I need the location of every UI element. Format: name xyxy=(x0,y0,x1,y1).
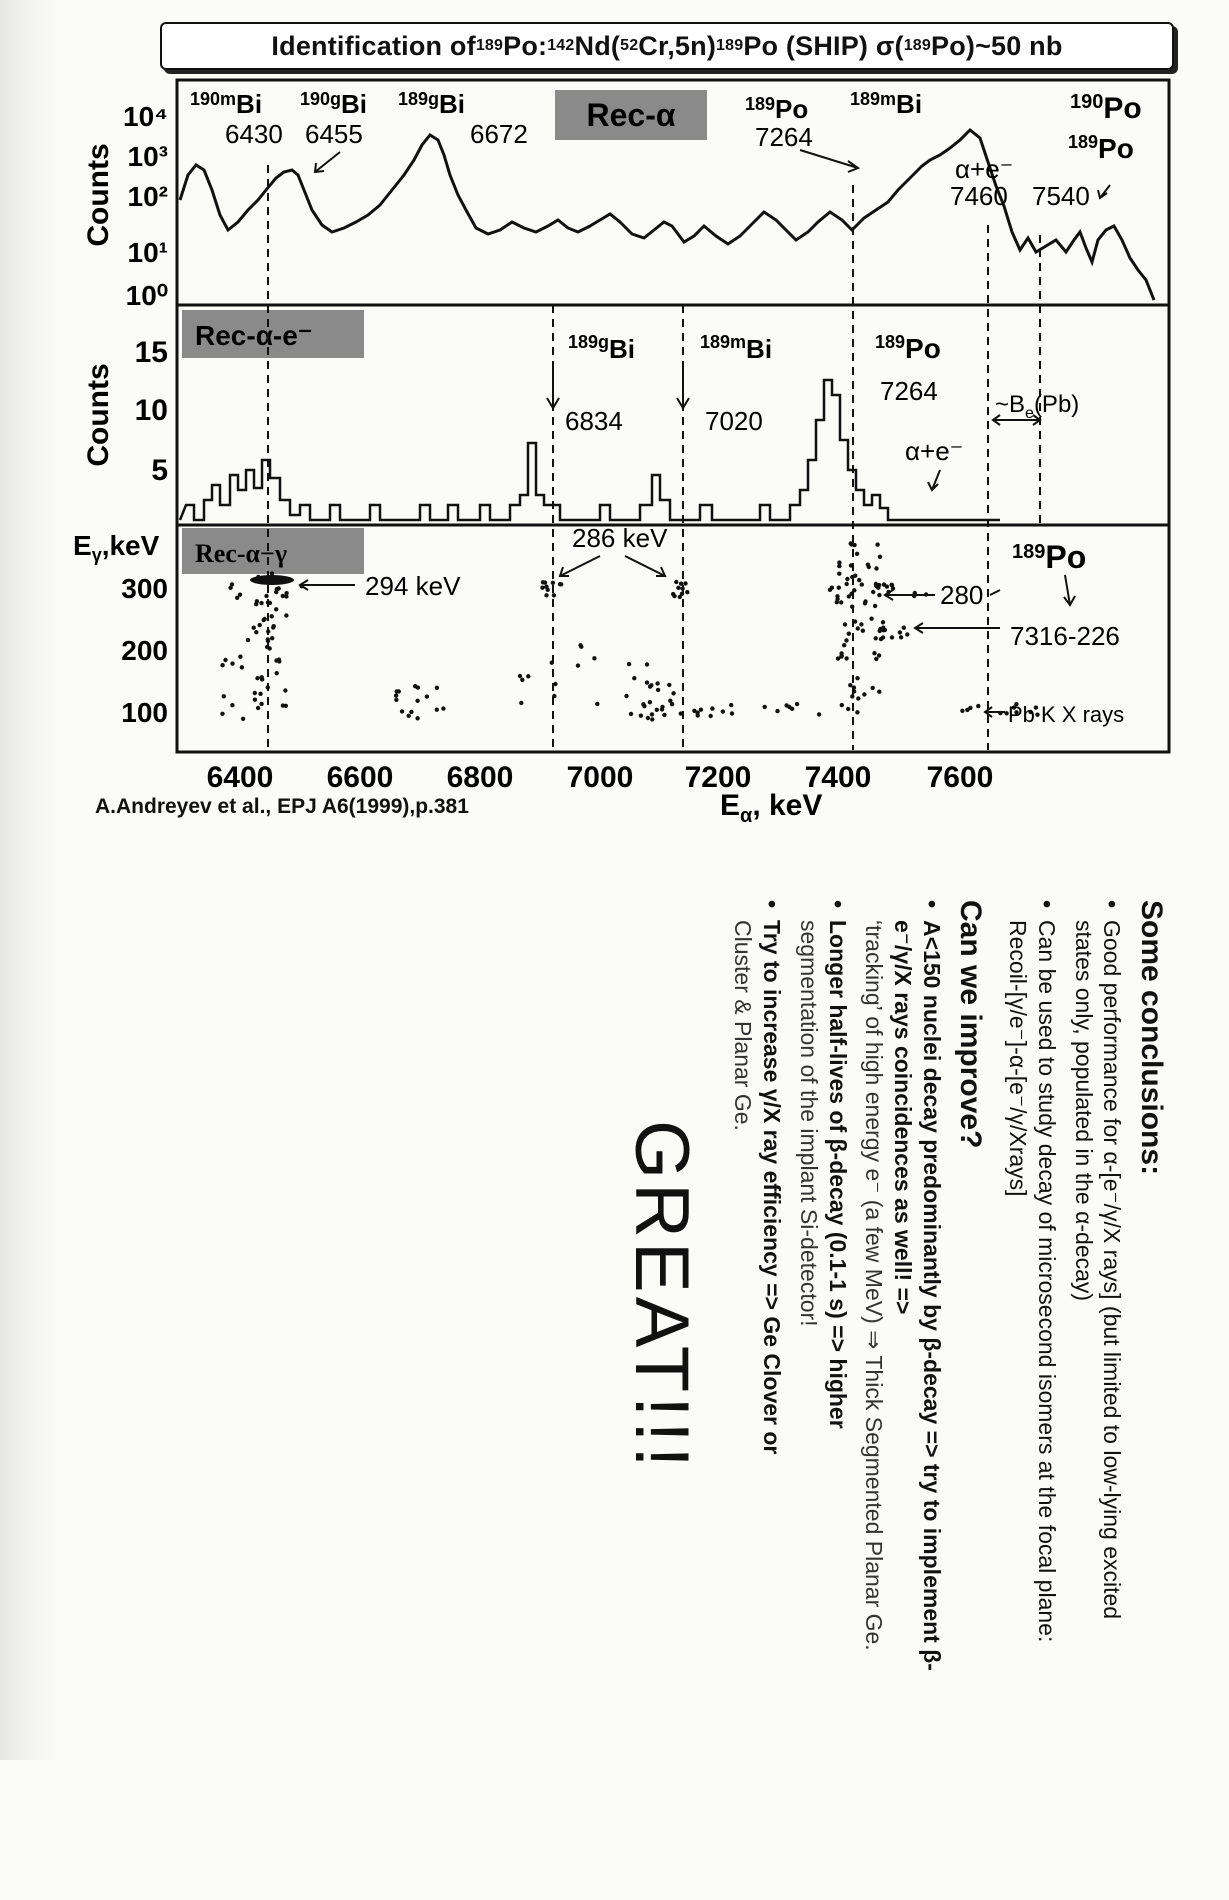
scatter-dot xyxy=(284,591,288,595)
scatter-dot xyxy=(650,712,654,716)
scatter-dot xyxy=(270,636,274,640)
scatter-dot xyxy=(692,709,696,713)
scatter-dot xyxy=(855,710,859,714)
peak-energy-7540: 7540 xyxy=(1032,181,1090,211)
alpha-e-label-1: α+e⁻ xyxy=(955,154,1014,184)
scatter-dot xyxy=(552,593,556,597)
scatter-dot xyxy=(223,658,227,662)
scatter-dot xyxy=(275,671,279,675)
scatter-dot xyxy=(550,661,554,665)
label-280: 280 xyxy=(940,580,984,610)
peak-energy-6672: 6672 xyxy=(470,119,528,149)
improve-list xyxy=(729,900,946,1680)
scatter-dot xyxy=(270,614,274,618)
scatter-dot xyxy=(849,563,853,567)
scatter-dot xyxy=(881,626,885,630)
scatter-dot xyxy=(275,587,279,591)
great-text: GREAT!!! xyxy=(618,1120,704,1472)
figure-title: Identification of 189 Po: 142 Nd( 52 Cr,5n) 189 Po (SHIP) σ( 189 Po)~50 nb xyxy=(160,22,1174,70)
scatter-dot xyxy=(850,694,854,698)
xtick: 6400 xyxy=(206,761,274,794)
scatter-dot xyxy=(852,543,856,547)
scatter-dot xyxy=(840,703,844,707)
rec-alpha-e-spectrum xyxy=(180,380,1000,520)
scatter-dot xyxy=(902,626,906,630)
yticks-panel1 xyxy=(123,101,168,311)
scatter-dot xyxy=(520,678,524,682)
scatter-dot xyxy=(850,605,854,609)
peak-label-189gBi-p2: $^{189g}$Bi xyxy=(568,332,636,364)
label-286kev: 286 keV xyxy=(572,523,668,553)
scatter-dot xyxy=(878,555,882,559)
scatter-dot xyxy=(639,714,643,718)
scatter-dot xyxy=(837,586,841,590)
scatter-dot xyxy=(667,683,671,687)
scatter-dot xyxy=(905,632,909,636)
scatter-dot xyxy=(415,699,419,703)
scatter-dot xyxy=(646,716,650,720)
scatter-dot xyxy=(551,581,555,585)
scatter-dot xyxy=(795,702,799,706)
improve-item: • Longer half-lives of β-decay (0.1-1 s) => higher segmentation of the implant Si-detector! xyxy=(794,900,852,1680)
scatter-dot xyxy=(842,643,846,647)
xaxis-label: $E_\alpha$, keV xyxy=(720,789,823,827)
label-pb-k-xrays: Pb K X rays xyxy=(1008,702,1125,727)
scatter-dot xyxy=(881,635,885,639)
scatter-dot xyxy=(976,704,980,708)
scatter-dot xyxy=(256,575,260,579)
ytick: 15 xyxy=(134,336,168,369)
scatter-dot xyxy=(857,578,861,582)
scatter-dot xyxy=(874,636,878,640)
scatter-dot xyxy=(843,622,847,626)
scatter-dot xyxy=(266,629,270,633)
scatter-dot xyxy=(860,582,864,586)
scatter-dot xyxy=(254,630,258,634)
scatter-dot xyxy=(709,714,713,718)
scatter-dot xyxy=(540,586,544,590)
scatter-dot xyxy=(852,689,856,693)
scatter-dot xyxy=(648,700,652,704)
scatter-dot xyxy=(672,594,676,598)
xtick: 6600 xyxy=(326,761,394,794)
scatter-dot xyxy=(679,582,683,586)
scatter-dot xyxy=(413,684,417,688)
scatter-dot xyxy=(648,684,652,688)
scatter-dot xyxy=(885,584,889,588)
scatter-dot xyxy=(763,705,767,709)
scatter-dot xyxy=(877,690,881,694)
scatter-dot xyxy=(859,622,863,626)
scatter-dot xyxy=(846,707,850,711)
peak-label-190Po: $^{190}$Po xyxy=(1070,91,1142,125)
scatter-dot xyxy=(830,586,834,590)
peak-label-189gBi: $^{189g}$Bi xyxy=(398,89,466,119)
scatter-dot xyxy=(274,607,278,611)
improve-heading: Can we improve? xyxy=(954,900,988,1149)
scatter-dot xyxy=(526,674,530,678)
scatter-dot xyxy=(729,703,733,707)
peak-label-189Po-p2: $^{189}$Po xyxy=(875,332,941,364)
scatter-dot xyxy=(775,709,779,713)
scatter-dot xyxy=(395,689,399,693)
scatter-dot xyxy=(850,575,854,579)
scatter-dot xyxy=(632,676,636,680)
ytick: 10⁴ xyxy=(123,101,168,132)
conclusions-rotated xyxy=(330,900,1170,1680)
scatter-dot xyxy=(238,593,242,597)
scatter-dot xyxy=(579,645,583,649)
scatter-dot xyxy=(837,572,841,576)
peak-energy-6430: 6430 xyxy=(225,119,283,149)
peak-label-189Po-right: $^{189}$Po xyxy=(1068,132,1134,164)
scatter-dot xyxy=(553,682,557,686)
xtick: 7400 xyxy=(804,761,872,794)
scatter-dot xyxy=(260,675,264,679)
scatter-dot xyxy=(784,703,788,707)
scatter-dot xyxy=(662,713,666,717)
panel2-labels xyxy=(565,332,1079,466)
scatter-dot xyxy=(874,657,878,661)
scatter-dot xyxy=(848,683,852,687)
scatter-dot xyxy=(839,600,843,604)
improve-item: • Try to increase γ/X ray efficiency => Ge Clover or Cluster & Planar Ge. xyxy=(729,900,787,1680)
scatter-dot xyxy=(871,686,875,690)
scatter-dot xyxy=(835,600,839,604)
scatter-dot xyxy=(266,580,270,584)
xticks xyxy=(207,761,994,794)
scatter-dot xyxy=(262,618,266,622)
scatter-dot xyxy=(258,623,262,627)
scatter-dot xyxy=(867,565,871,569)
be-pb-label: $\sim B_e(Pb)$ xyxy=(995,391,1080,422)
scatter-dot xyxy=(270,571,274,575)
scatter-dot xyxy=(558,582,562,586)
scatter-dot xyxy=(685,590,689,594)
ytick: 10¹ xyxy=(127,237,168,268)
scatter-dot xyxy=(252,626,256,630)
scatter-dot xyxy=(655,708,659,712)
reference-citation: A.Andreyev et al., EPJ A6(1999),p.381 xyxy=(95,795,469,818)
scatter-dot xyxy=(595,702,599,706)
scatter-dot xyxy=(415,716,419,720)
peak-label-189mBi: $^{189m}$Bi xyxy=(850,89,923,119)
scatter-dot xyxy=(267,601,271,605)
scatter-dot xyxy=(541,580,545,584)
scatter-dot xyxy=(277,657,281,661)
scatter-dot xyxy=(641,702,645,706)
peak-label-189Po: $^{189}$Po xyxy=(745,94,809,124)
scatter-dot xyxy=(855,676,859,680)
scatter-dot xyxy=(898,630,902,634)
ytick: 10⁰ xyxy=(125,280,168,311)
scatter-dot xyxy=(877,653,881,657)
scatter-dot xyxy=(435,708,439,712)
scatter-dot xyxy=(629,712,633,716)
scatter-dot xyxy=(874,582,878,586)
scatter-dot xyxy=(837,560,841,564)
scatter-dot xyxy=(678,595,682,599)
scatter-dot xyxy=(255,599,259,603)
peak-energy-7460: 7460 xyxy=(950,181,1008,211)
scatter-dot xyxy=(220,712,224,716)
scatter-dot xyxy=(680,586,684,590)
conclusion-item: • Good performance for α-[e⁻/γ/X rays] (but limited to low-lying excited states only, populated in the α-decay) xyxy=(1069,900,1127,1680)
scatter-dot xyxy=(699,708,703,712)
ylabel-egamma: $E_\gamma,keV$ xyxy=(73,530,160,565)
ytick: 5 xyxy=(151,454,168,487)
peak-energy-7020: 7020 xyxy=(705,406,763,436)
xtick: 7600 xyxy=(926,761,994,794)
peak-label-189mBi-p2: $^{189m}$Bi xyxy=(700,332,773,364)
scatter-dot xyxy=(241,717,245,721)
ytick: 10 xyxy=(134,394,168,427)
scatter-dot xyxy=(960,709,964,713)
scatter-dot xyxy=(721,709,725,713)
scatter-dot xyxy=(674,580,678,584)
scatter-dot xyxy=(407,714,411,718)
conclusions-list xyxy=(1004,900,1127,1680)
label-189Po-p3: $^{189}$Po xyxy=(1012,539,1087,575)
scatter-dot xyxy=(281,703,285,707)
scatter-dot xyxy=(544,585,548,589)
ytick: 300 xyxy=(121,573,168,604)
ytick: 10² xyxy=(127,181,168,212)
scatter-dot xyxy=(281,594,285,598)
scatter-dot xyxy=(710,706,714,710)
scatter-dot xyxy=(861,629,865,633)
xtick: 6800 xyxy=(446,761,514,794)
scatter-dot xyxy=(425,694,429,698)
scatter-dot xyxy=(552,694,556,698)
scatter-dot xyxy=(683,581,687,585)
scatter-dot xyxy=(847,632,851,636)
improve-item: • A<150 nuclei decay predominantly by β-decay => try to implement β-e⁻/γ/X rays coincidences as well! => ‘tracking’ of high energy e⁻ (a few MeV) ⇒ Thick Segmented Planar Ge. xyxy=(860,900,946,1680)
conclusions-panel xyxy=(330,900,1170,1680)
scatter-dot xyxy=(230,582,234,586)
scatter-dot xyxy=(790,707,794,711)
scatter-dot xyxy=(264,594,268,598)
scatter-dot xyxy=(655,681,659,685)
scatter-dot xyxy=(875,542,879,546)
scatter-dot xyxy=(266,637,270,641)
scatter-dot xyxy=(855,552,859,556)
scatter-dot xyxy=(394,698,398,702)
scatter-dot xyxy=(265,645,269,649)
scatter-dot xyxy=(576,663,580,667)
yticks-panel2 xyxy=(135,336,168,487)
label-7316-226: 7316-226 xyxy=(1010,621,1120,651)
scatter-dot xyxy=(899,635,903,639)
peak-energy-7264-p2: 7264 xyxy=(880,376,938,406)
label-294kev: 294 keV xyxy=(365,571,461,601)
scatter-dot xyxy=(844,656,848,660)
scatter-dot xyxy=(409,710,413,714)
scatter-dot xyxy=(283,688,287,692)
scatter-dot xyxy=(679,711,683,715)
scatter-dot xyxy=(441,706,445,710)
scatter-dot xyxy=(873,604,877,608)
scatter-dot xyxy=(852,588,856,592)
tag-rec-alpha-gamma: Rec-α−γ xyxy=(195,539,288,568)
xtick: 7200 xyxy=(684,761,752,794)
scatter-dot xyxy=(856,626,860,630)
ylabel-counts-1: Counts xyxy=(82,143,115,247)
scatter-dot xyxy=(817,712,821,716)
scatter-dot xyxy=(877,593,881,597)
scatter-dot xyxy=(255,676,259,680)
scatter-dot xyxy=(844,638,848,642)
peak-label-190gBi: $^{190g}$Bi xyxy=(300,89,368,119)
panel3-labels xyxy=(365,523,1124,727)
scatter-dot xyxy=(240,665,244,669)
scatter-dot xyxy=(246,638,250,642)
alpha-e-label-2: α+e⁻ xyxy=(905,436,964,466)
scatter-dot xyxy=(730,711,734,715)
scatter-dot xyxy=(256,706,260,710)
scatter-dot xyxy=(284,613,288,617)
scatter-dot xyxy=(645,662,649,666)
scatter-dot xyxy=(222,694,226,698)
scatter-dot xyxy=(645,680,649,684)
scatter-dot xyxy=(266,685,270,689)
spectrum-figure xyxy=(0,0,1229,830)
scatter-dot xyxy=(835,594,839,598)
scatter-dot xyxy=(274,579,278,583)
scatter-dot xyxy=(400,709,404,713)
scatter-dot xyxy=(670,702,674,706)
peak-label-190mBi: $^{190m}$Bi xyxy=(190,89,263,119)
scatter-dot xyxy=(863,599,867,603)
scatter-dot xyxy=(890,635,894,639)
scatter-dot xyxy=(852,685,856,689)
peak-energy-6455: 6455 xyxy=(305,119,363,149)
scatter-dot xyxy=(862,692,866,696)
scatter-dot xyxy=(272,624,276,628)
scatter-dot xyxy=(872,651,876,655)
scatter-dot xyxy=(230,661,234,665)
scatter-dot xyxy=(856,696,860,700)
yticks-panel3 xyxy=(121,573,168,728)
scatter-dot xyxy=(220,663,224,667)
scatter-dot xyxy=(259,702,263,706)
scatter-dot xyxy=(845,577,849,581)
scatter-dot xyxy=(259,601,263,605)
peak-energy-6834: 6834 xyxy=(565,406,623,436)
ytick: 100 xyxy=(121,697,168,728)
conclusion-item: • Can be used to study decay of microsecond isomers at the focal plane: Recoil-[γ/e⁻]-α-[e⁻/γ/Xrays] xyxy=(1004,900,1062,1680)
scatter-dot xyxy=(968,706,972,710)
scatter-dot xyxy=(253,698,257,702)
scatter-dot xyxy=(230,703,234,707)
scatter-dot xyxy=(650,717,654,721)
scatter-dot xyxy=(671,691,675,695)
ylabel-counts-2: Counts xyxy=(82,363,115,467)
scatter-dot xyxy=(853,619,857,623)
scatter-dot xyxy=(881,620,885,624)
scatter-dot xyxy=(656,688,660,692)
scatter-dot xyxy=(839,651,843,655)
scatter-dot xyxy=(238,655,242,659)
tag-rec-alpha: Rec-α xyxy=(586,97,676,133)
scatter-dot xyxy=(544,593,548,597)
scatter-dot xyxy=(874,566,878,570)
scatter-dot xyxy=(253,691,257,695)
scatter-dot xyxy=(845,582,849,586)
scatter-dot xyxy=(435,686,439,690)
scatter-dot xyxy=(624,694,628,698)
tag-rec-alpha-e: Rec-α-e⁻ xyxy=(195,320,313,351)
scatter-dot xyxy=(869,617,873,621)
scatter-dot xyxy=(592,656,596,660)
conclusions-heading: Some conclusions: xyxy=(1135,900,1168,1176)
scatter-dot xyxy=(518,674,522,678)
scatter-dot xyxy=(394,693,398,697)
scatter-dot xyxy=(519,701,523,705)
scatter-dot xyxy=(258,692,262,696)
ytick: 10³ xyxy=(127,141,168,172)
scatter-dot xyxy=(871,590,875,594)
peak-energy-7264: 7264 xyxy=(755,122,813,152)
scatter-dot xyxy=(660,707,664,711)
ytick: 200 xyxy=(121,635,168,666)
scatter-dot xyxy=(627,662,631,666)
xtick: 7000 xyxy=(566,761,634,794)
scatter-dot xyxy=(676,586,680,590)
